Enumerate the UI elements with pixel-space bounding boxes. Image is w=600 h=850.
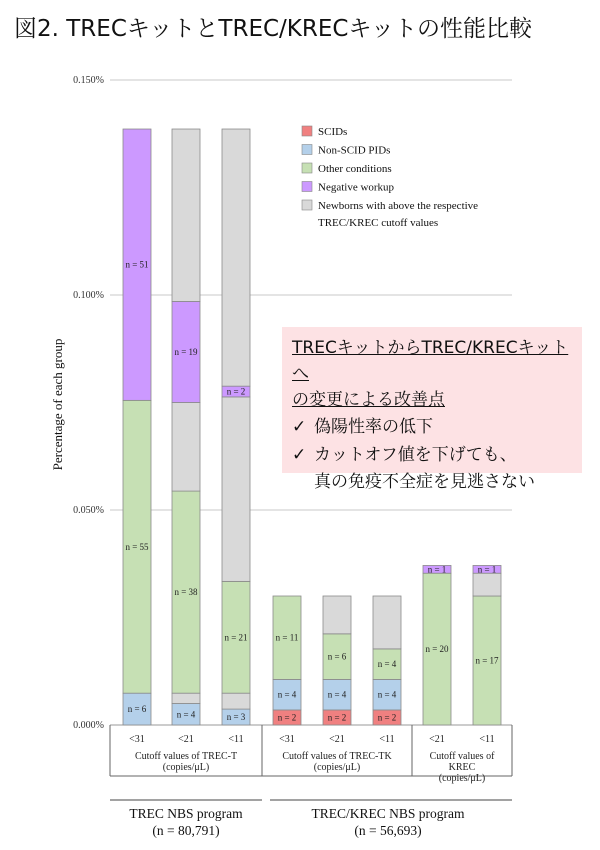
y-tick-label: 0.050%: [73, 505, 104, 516]
x-tick-label: <31: [279, 734, 295, 745]
y-tick-label: 0.100%: [73, 290, 104, 301]
x-tick-label: <11: [228, 734, 244, 745]
check-icon: ✓: [292, 417, 307, 437]
data-label: n = 2: [377, 712, 397, 723]
data-label: n = 38: [174, 587, 198, 598]
data-label: n = 4: [377, 659, 397, 670]
legend-swatch: [302, 126, 312, 136]
bar-segment: [373, 596, 401, 649]
data-label: n = 6: [127, 704, 147, 715]
program-name: TREC/KREC NBS program: [311, 806, 465, 821]
group-label: Cutoff values of TREC-T: [134, 751, 238, 762]
check-icon: ✓: [292, 445, 307, 465]
callout-point-1: [292, 413, 572, 441]
x-tick-label: <21: [429, 734, 445, 745]
data-label: n = 11: [275, 632, 299, 643]
data-label: n = 4: [377, 689, 397, 700]
x-tick-label: <21: [178, 734, 194, 745]
data-label: n = 55: [125, 541, 149, 552]
group-label: (copies/μL): [438, 773, 486, 784]
data-label: n = 1: [427, 564, 447, 575]
program-count: (n = 56,693): [354, 823, 422, 838]
callout-point-2-text: カットオフ値を下げても、: [314, 445, 517, 465]
y-axis-label: Percentage of each group: [50, 338, 65, 471]
legend-label: Other conditions: [318, 163, 392, 175]
data-label: n = 2: [327, 712, 347, 723]
bar-segment: [172, 129, 200, 301]
data-label: n = 3: [226, 712, 246, 723]
legend-swatch: [302, 163, 312, 173]
data-label: n = 2: [226, 386, 246, 397]
callout-heading-line2: の変更による改善点: [292, 390, 445, 410]
data-label: n = 4: [327, 689, 347, 700]
data-label: n = 1: [477, 564, 497, 575]
data-label: n = 4: [176, 709, 196, 720]
x-tick-label: <11: [379, 734, 395, 745]
group-label: (copies/μL): [313, 762, 361, 773]
program-name: TREC NBS program: [129, 806, 243, 821]
legend-label: Newborns with above the respective: [318, 200, 479, 212]
callout-point-2-continued: 真の免疫不全症を見逃さない: [314, 472, 535, 492]
group-label: (copies/μL): [162, 762, 210, 773]
data-label: n = 19: [174, 346, 198, 357]
group-label: Cutoff values of: [429, 751, 495, 762]
bar-segment: [222, 129, 250, 386]
bar-segment: [323, 596, 351, 634]
legend-label: SCIDs: [318, 126, 348, 138]
group-label: KREC: [448, 762, 476, 773]
bar-segment: [222, 397, 250, 581]
legend-swatch: [302, 182, 312, 192]
x-tick-label: <11: [479, 734, 495, 745]
x-tick-label: <21: [329, 734, 345, 745]
figure-title: 図2. TRECキットとTREC/KRECキットの性能比較: [14, 16, 532, 42]
y-tick-label: 0.000%: [73, 720, 104, 731]
bar-segment: [172, 693, 200, 703]
bar-segment: [222, 693, 250, 709]
callout-point-2: [292, 441, 572, 469]
group-label: Cutoff values of TREC-TK: [282, 751, 392, 762]
legend-swatch: [302, 145, 312, 155]
improvement-callout: [282, 327, 582, 492]
legend-swatch: [302, 200, 312, 210]
bar-segment: [473, 573, 501, 596]
legend-label: Negative workup: [318, 181, 395, 194]
x-tick-label: <31: [129, 734, 145, 745]
callout-point-1-text: 偽陽性率の低下: [314, 417, 433, 437]
legend-label: TREC/KREC cutoff values: [318, 217, 439, 229]
legend-label: Non-SCID PIDs: [318, 144, 391, 157]
data-label: n = 51: [125, 259, 149, 270]
callout-heading-line1: TRECキットからTREC/KRECキットへ: [292, 338, 569, 384]
data-label: n = 17: [475, 655, 499, 666]
data-label: n = 2: [277, 712, 297, 723]
program-count: (n = 80,791): [152, 823, 220, 838]
data-label: n = 20: [425, 644, 449, 655]
bar-segment: [172, 403, 200, 492]
y-tick-label: 0.150%: [73, 75, 104, 86]
data-label: n = 21: [224, 632, 248, 643]
data-label: n = 6: [327, 651, 347, 662]
data-label: n = 4: [277, 689, 297, 700]
